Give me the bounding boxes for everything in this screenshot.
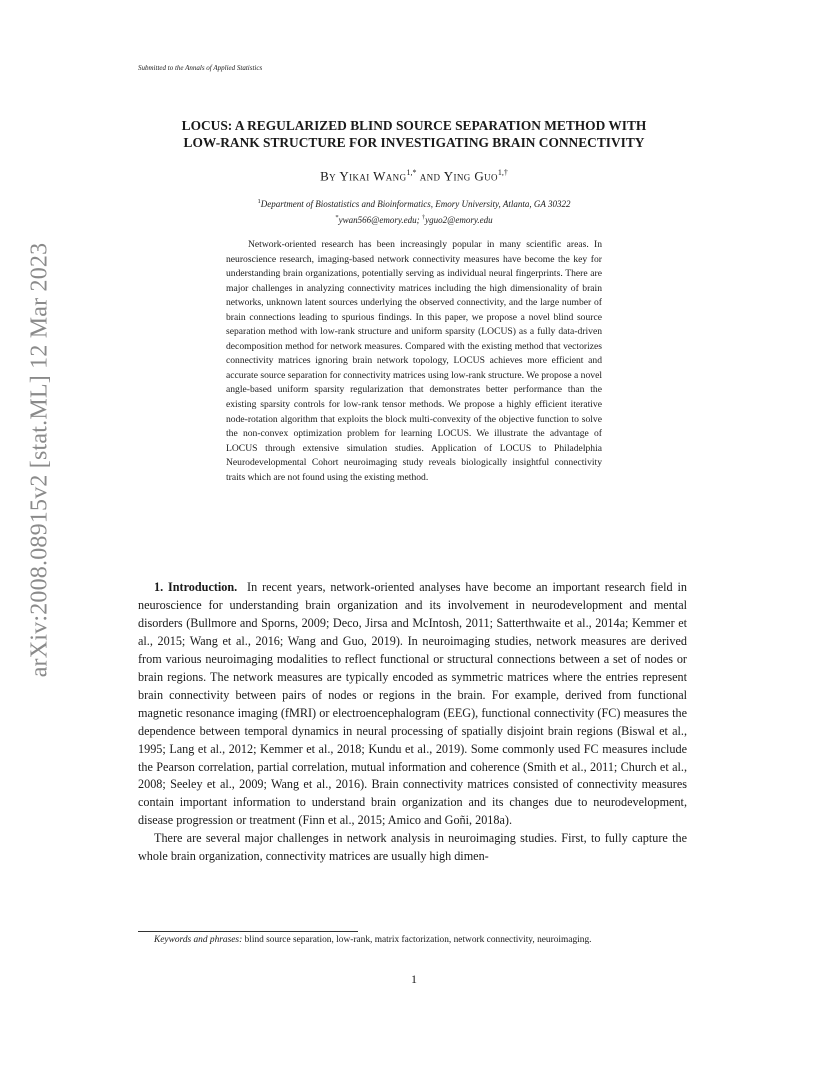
- introduction-section: [138, 579, 687, 866]
- keywords-label: Keywords and phrases:: [154, 935, 243, 945]
- page-number: 1: [411, 972, 417, 986]
- intro-paragraph-1-text: In recent years, network-oriented analyses have become an important research field in neuroscience for understanding brain organization and its involvement in neurodevelopment and mental disorders (Bullmore and Sporns, 2009; Deco, Jirsa and McIntosh, 2011; Satterthwaite et al., 2014a; Kemmer et al., 2015; Wang et al., 2016; Wang and Guo, 2019). In neuroimaging studies, network measures are derived from various neuroimaging modalities to reflect functional or structural connections between a set of nodes or brain regions. The network measures are typically encoded as symmetric matrices where the entries represent brain connectivity between pairs of nodes or regions in the brain. For example, derived from functional magnetic resonance imaging (fMRI) or electroencephalogram (EEG), functional connectivity (FC) measures the dependence between temporal dynamics in neural processing of spatially disjoint brain regions (Biswal et al., 1995; Lang et al., 2012; Kemmer et al., 2018; Kundu et al., 2019). Some commonly used FC measures include the Pearson correlation, partial correlation, mutual information and coherence (Smith et al., 2011; Church et al., 2008; Seeley et al., 2009; Wang et al., 2016). Brain connectivity matrices consisted of connectivity measures contain important information to understand brain organization and its changes due to neurodevelopment, disease progression or treatment (Finn et al., 2015; Amico and Goñi, 2018a).: [138, 580, 687, 828]
- email-1-sup: *: [335, 214, 339, 221]
- affiliation-line: [120, 195, 708, 211]
- email-line: [120, 211, 708, 227]
- affiliation-text: Department of Biostatistics and Bioinformatics, Emory University, Atlanta, GA 30322: [260, 199, 571, 209]
- email-2: yguo2@emory.edu: [425, 215, 493, 225]
- title-line-1: LOCUS: A REGULARIZED BLIND SOURCE SEPARATION METHOD WITH: [181, 118, 647, 133]
- section-heading: 1. Introduction.: [154, 580, 238, 594]
- paper-title: [120, 117, 708, 151]
- and-word: and: [419, 168, 441, 184]
- footnote: [138, 934, 687, 948]
- arxiv-side-stamp: [20, 242, 60, 678]
- author-2: Ying Guo: [443, 168, 498, 184]
- author-1: Yikai Wang: [339, 168, 407, 184]
- email-2-sup: †: [421, 214, 426, 221]
- running-head: Submitted to the Annals of Applied Statistics: [138, 64, 263, 72]
- intro-paragraph-2: There are several major challenges in network analysis in neuroimaging studies. First, to fully capture the whole brain organization, connectivity matrices are usually high dimen-: [138, 831, 687, 864]
- arxiv-identifier: arXiv:2008.08915v2 [stat.ML] 12 Mar 2023: [26, 242, 53, 678]
- title-line-2: LOW-RANK STRUCTURE FOR INVESTIGATING BRAIN CONNECTIVITY: [183, 135, 645, 150]
- affiliation: [120, 195, 708, 227]
- email-1: ywan566@emory.edu;: [338, 215, 420, 225]
- abstract: [226, 238, 602, 485]
- by-word: By: [320, 168, 337, 184]
- affiliation-sup: 1: [257, 198, 261, 205]
- abstract-text: Network-oriented research has been increasingly popular in many scientific areas. In neuroscience research, imaging-based network connectivity measures have become the key for understanding brain organizations, potentially serving as individual neural fingerprints. There are major challenges in analyzing connectivity matrices including the high dimensionality of brain networks, unknown latent sources underlying the observed connectivity, and the large number of brain connections leading to spurious findings. In this paper, we propose a novel blind source separation method with low-rank structure and uniform sparsity (LOCUS) as a fully data-driven decomposition method for network measures. Compared with the existing method that vectorizes connectivity matrices ignoring brain network topology, LOCUS achieves more efficient and accurate source separation for connectivity matrices using low-rank structure. We propose a novel angle-based uniform sparsity regularization that demonstrates better performance than the existing sparsity controls for low-rank tensor methods. We propose a highly efficient iterative node-rotation algorithm that exploits the block multi-convexity of the objective function to solve the non-convex optimization problem for learning LOCUS. We illustrate the advantage of LOCUS through extensive simulation studies. Application of LOCUS to Philadelphia Neurodevelopmental Cohort neuroimaging study reveals biologically insightful connectivity traits which are not found using the existing method.: [226, 239, 602, 483]
- author-line: [120, 168, 708, 184]
- footnote-rule: [138, 931, 358, 932]
- author-1-sup: 1,*: [406, 168, 417, 177]
- keywords-text: blind source separation, low-rank, matrix factorization, network connectivity, neuroimaging.: [244, 935, 592, 945]
- intro-paragraph-1: [138, 579, 687, 830]
- author-2-sup: 1,†: [497, 168, 508, 177]
